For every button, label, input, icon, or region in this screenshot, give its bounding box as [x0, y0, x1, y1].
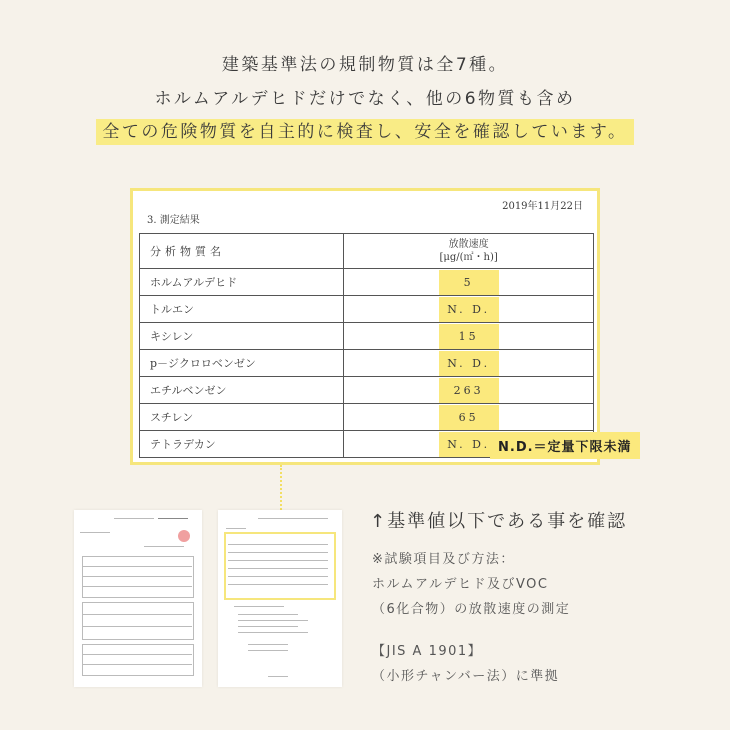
substance-name: エチルベンゼン	[140, 377, 344, 404]
seal-stamp	[178, 530, 190, 542]
highlight-frame	[224, 532, 336, 600]
table-row	[140, 269, 594, 296]
emission-value: N. D.	[439, 351, 499, 376]
report-page-2-thumbnail	[218, 510, 342, 687]
table-row	[140, 296, 594, 323]
results-table	[139, 233, 594, 458]
method-line-2: ホルムアルデヒド及びVOC	[372, 577, 549, 592]
emission-header-unit: [μg/(㎡・h)]	[439, 252, 498, 263]
table-row	[140, 404, 594, 431]
emission-value: 65	[439, 405, 499, 430]
emission-value: 5	[439, 270, 499, 295]
emission-value: N. D.	[439, 297, 499, 322]
method-line-3: （6化合物）の放散速度の測定	[372, 602, 571, 617]
method-line-1: ※試験項目及び方法：	[372, 552, 515, 567]
table-row	[140, 350, 594, 377]
substance-name: スチレン	[140, 404, 344, 431]
emission-value: 15	[439, 324, 499, 349]
report-page-1-thumbnail	[74, 510, 202, 687]
headline-line-1: 建築基準法の規制物質は全7種。	[221, 55, 509, 75]
test-report-excerpt	[130, 188, 600, 465]
nd-definition-tag: N.D.＝定量下限未満	[490, 432, 640, 459]
headline-highlight: 全ての危険物質を自主的に検査し、安全を確認しています。	[96, 119, 633, 145]
substance-name: トルエン	[140, 296, 344, 323]
headline-line-3	[0, 117, 730, 142]
substance-name: テトラデカン	[140, 431, 344, 458]
substance-name: p－ジクロロベンゼン	[140, 350, 344, 377]
substance-name: ホルムアルデヒド	[140, 269, 344, 296]
dotted-connector	[280, 465, 282, 513]
headline-line-2: ホルムアルデヒドだけでなく、他の6物質も含め	[154, 89, 576, 109]
table-row	[140, 377, 594, 404]
emission-value: 263	[439, 378, 499, 403]
standard-line-1: 【JIS A 1901】	[372, 644, 483, 659]
emission-header-label: 放散速度	[448, 239, 489, 250]
emission-value: N. D.	[439, 432, 499, 457]
standard-line-2: （小形チャンバー法）に準拠	[372, 669, 560, 684]
report-section-title: 3. 測定結果	[147, 215, 200, 226]
table-row	[140, 323, 594, 350]
report-date: 2019年11月22日	[502, 201, 583, 212]
confirmation-heading: ↑基準値以下である事を確認	[370, 511, 628, 532]
col-substance-header: 分析物質名	[140, 234, 344, 269]
col-emission-header	[344, 234, 594, 269]
substance-name: キシレン	[140, 323, 344, 350]
table-header-row	[140, 234, 594, 269]
